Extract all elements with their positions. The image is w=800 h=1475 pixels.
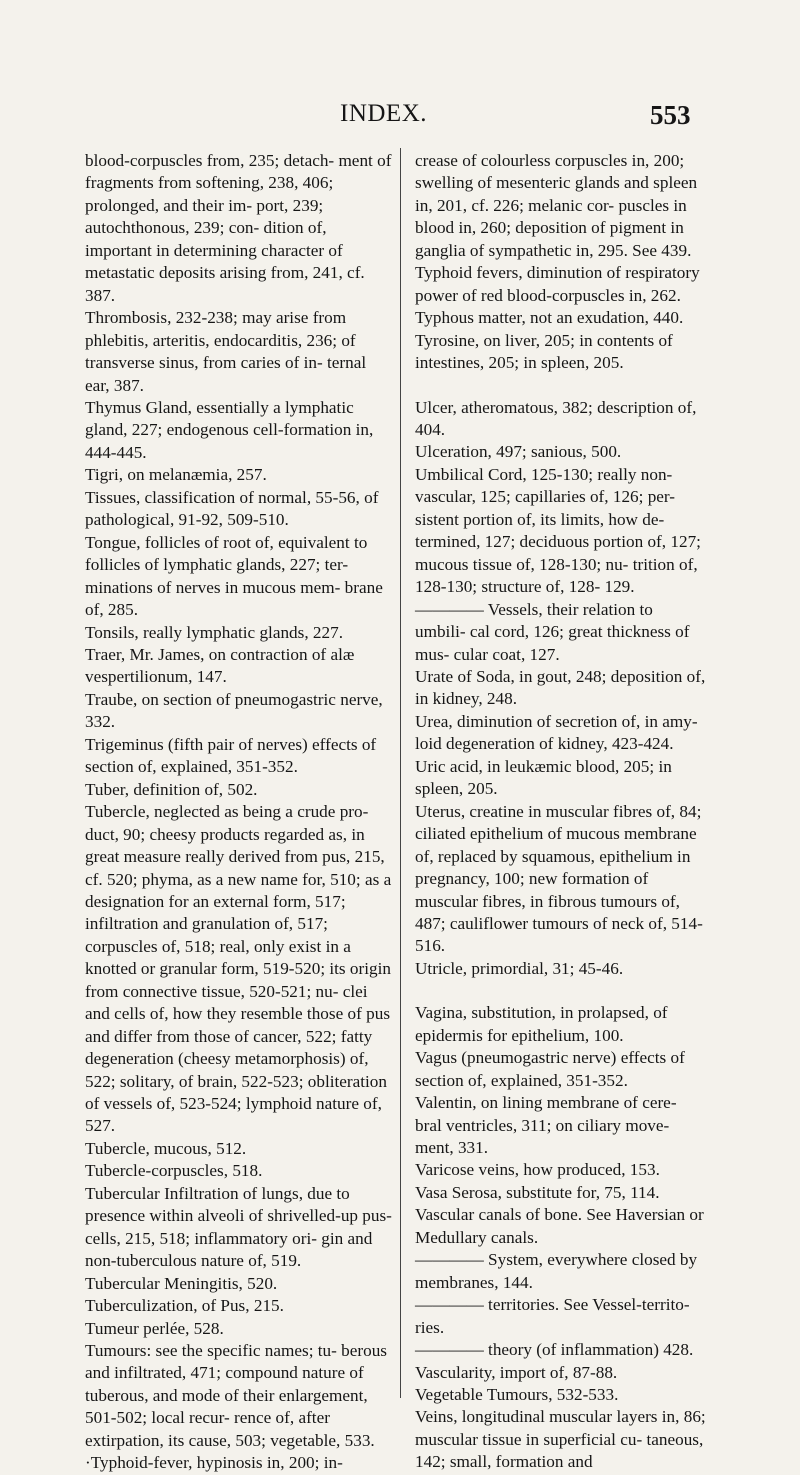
index-entry: Tubercular Meningitis, 520. <box>85 1273 278 1293</box>
index-entry: Umbilical Cord, 125-130; really non- vascular, 125; capillaries of, 126; per- sistent portion of, its limits, how de- termined, 127; deciduous portion of, 127; mucous tissue of, 128-130; nu- trition of, 128-130; structure of, 128- 129. <box>415 464 701 597</box>
index-entry: Tuberculization, of Pus, 215. <box>85 1296 284 1316</box>
index-entry: Typhoid fevers, diminution of respiratory power of red blood-corpuscles in, 262. <box>415 263 700 305</box>
index-entry: blood-corpuscles from, 235; detach- ment of fragments from softening, 238, 406; prolonged, and their im- port, 239; autochthonous, 239; con- dition of, important in determining character of metastatic deposits arising from, 241, cf. 387. <box>85 151 392 305</box>
index-entry: ———— theory (of inflammation) 428. <box>415 1340 694 1360</box>
running-title: INDEX. <box>340 100 428 127</box>
column-divider <box>400 148 401 1398</box>
index-entry: ———— Vessels, their relation to umbili- cal cord, 126; great thickness of mus- cular coat, 127. <box>415 599 690 664</box>
index-entry: Tubercle, neglected as being a crude pro- duct, 90; cheesy products regarded as, in great measure really derived from pus, 215, cf. 520; phyma, as a new name for, 510; as a designation for an external form, 517; infiltration and granulation of, 517; corpuscles of, 518; real, only exist in a knotted or granular form, 519-520; its origin from connective tissue, 520-521; nu- clei and cells of, how they resemble those of pus and differ from those of cancer, 522; fatty degeneration (cheesy metamorphosis) of, 522; solitary, of brain, 522-523; obliteration of vessels of, 523-524; lymphoid nature of, 527. <box>85 802 392 1136</box>
index-entry: Uric acid, in leukæmic blood, 205; in spleen, 205. <box>415 756 672 799</box>
index-entry: Ulcer, atheromatous, 382; description of, 404. <box>415 397 697 439</box>
index-entry: Vascular canals of bone. See Haversian or Medullary canals. <box>415 1205 704 1247</box>
index-entry: Ulceration, 497; sanious, 500. <box>415 442 622 462</box>
index-entry: Tyrosine, on liver, 205; in contents of intestines, 205; in spleen, 205. <box>415 330 673 373</box>
index-entry: Tigri, on melanæmia, 257. <box>85 465 267 485</box>
index-entry: Vascularity, import of, 87-88. <box>415 1362 618 1382</box>
index-entry: Trigeminus (fifth pair of nerves) effects of section of, explained, 351-352. <box>85 734 377 777</box>
index-entry: Traube, on section of pneumogastric nerve, 332. <box>85 689 383 732</box>
index-entry: Tumours: see the specific names; tu- berous and infiltrated, 471; compound nature of tuberous, and mode of their enlargement, 501-502; local recur- rence of, after extirpation, its cause, 503; vegetable, 533. <box>85 1341 387 1450</box>
index-entry: Utricle, primordial, 31; 45-46. <box>415 958 624 978</box>
index-entry: Vagus (pneumogastric nerve) effects of section of, explained, 351-352. <box>415 1048 685 1090</box>
index-entry: ·Typhoid-fever, hypinosis in, 200; in- <box>85 1453 343 1473</box>
index-entry: Vegetable Tumours, 532-533. <box>415 1385 619 1405</box>
index-entry: Valentin, on lining membrane of cere- bral ventricles, 311; on ciliary move- ment, 331. <box>415 1093 677 1158</box>
index-entry: Tissues, classification of normal, 55-56, of pathological, 91-92, 509-510. <box>85 487 379 530</box>
index-entry: Vasa Serosa, substitute for, 75, 114. <box>415 1182 660 1202</box>
index-entry: Uterus, creatine in muscular fibres of, 84; ciliated epithelium of mucous membrane of, replaced by squamous, epithelium in pregnancy, 100; new formation of muscular fibres, in fibrous tumours of, 487; cauliflower tumours of neck of, 514-516. <box>415 801 703 956</box>
page-number: 553 <box>650 100 691 130</box>
index-entry: Tongue, follicles of root of, equivalent to follicles of lymphatic glands, 227; ter- minations of nerves in mucous mem- brane of, 285. <box>85 532 383 620</box>
index-entry: ———— System, everywhere closed by membranes, 144. <box>415 1250 698 1292</box>
index-entry: Typhous matter, not an exudation, 440. <box>415 308 684 328</box>
index-entry: Tuber, definition of, 502. <box>85 779 258 799</box>
index-entry: Tubercle, mucous, 512. <box>85 1138 247 1158</box>
index-entry: Vagina, substitution, in prolapsed, of epidermis for epithelium, 100. <box>415 1003 668 1045</box>
index-entry: Varicose veins, how produced, 153. <box>415 1160 660 1180</box>
page-header <box>0 100 800 140</box>
index-entry: Veins, longitudinal muscular layers in, 86; muscular tissue in superficial cu- taneous, 142; small, formation and <box>415 1407 706 1472</box>
left-column <box>85 150 393 1475</box>
index-entry: Urea, diminution of secretion of, in amy- loid degeneration of kidney, 423-424. <box>415 711 698 754</box>
index-entry: Urate of Soda, in gout, 248; deposition of, in kidney, 248. <box>415 666 706 709</box>
index-entry: Tubercular Infiltration of lungs, due to presence within alveoli of shrivelled-up pus-cells, 215, 518; inflammatory ori- gin and non-tuberculous nature of, 519. <box>85 1183 392 1271</box>
index-entry: Tubercle-corpuscles, 518. <box>85 1161 263 1181</box>
index-entry: Thymus Gland, essentially a lymphatic gland, 227; endogenous cell-formation in, 444-445. <box>85 397 374 462</box>
index-entry: Thrombosis, 232-238; may arise from phlebitis, arteritis, endocarditis, 236; of transverse sinus, from caries of in- ternal ear, 387. <box>85 308 367 395</box>
right-column <box>415 150 707 1474</box>
index-entry: Traer, Mr. James, on contraction of alæ vespertilionum, 147. <box>85 644 355 687</box>
index-entry: Tumeur perlée, 528. <box>85 1318 224 1338</box>
index-entry: crease of colourless corpuscles in, 200; swelling of mesenteric glands and spleen in, 201, cf. 226; melanic cor- puscles in blood in, 260; deposition of pigment in ganglia of sympathetic in, 295. See 439. <box>415 151 698 260</box>
index-entry: ———— territories. See Vessel-territo- ries. <box>415 1295 690 1337</box>
index-entry: Tonsils, really lymphatic glands, 227. <box>85 622 344 642</box>
